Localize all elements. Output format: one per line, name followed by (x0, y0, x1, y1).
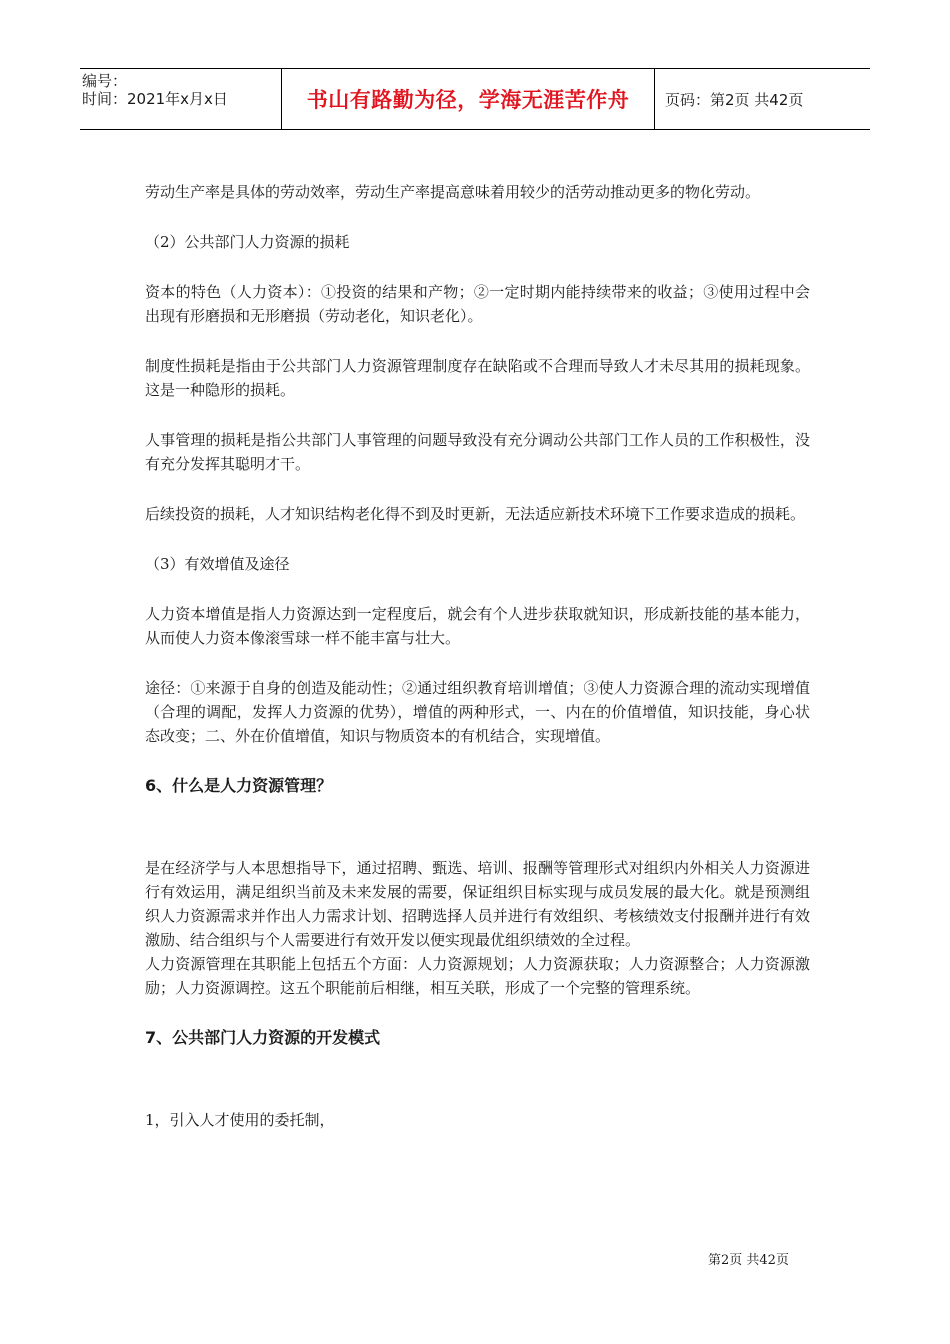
paragraph-delegation-system: 1，引入人才使用的委托制， (145, 1111, 335, 1129)
header-page-number: 页码：第2页 共42页 (665, 90, 804, 109)
header-motto: 书山有路勤为径，学海无涯苦作舟 (282, 69, 655, 129)
paragraph-hrm-definition: 是在经济学与人本思想指导下，通过招聘、甄选、培训、报酬等管理形式对组织内外相关人力资源进行有效运用，满足组织当前及未来发展的需要，保证组织目标实现与成员发展的最大化。就是预测组织人力资源需求并作出人力需求计划、招聘选择人员并进行有效组织、考核绩效支付报酬并进行有效激励、结合组织与个人需要进行有效开发以便实现最优组织绩效的全过程。 (145, 859, 810, 949)
page-header (80, 68, 870, 130)
subheading-effective-appreciation: （3）有效增值及途径 (145, 555, 290, 573)
paragraph-appreciation-paths: 途径：①来源于自身的创造及能动性；②通过组织教育培训增值；③使人力资源合理的流动实现增值（合理的调配，发挥人力资源的优势），增值的两种形式，一、内在的价值增值，知识技能，身心状态改变；二、外在价值增值，知识与物质资本的有机结合，实现增值。 (145, 679, 810, 745)
header-meta (80, 69, 282, 129)
document-date: 时间：2021年x月x日 (82, 90, 228, 108)
paragraph-institutional-loss: 制度性损耗是指由于公共部门人力资源管理制度存在缺陷或不合理而导致人才未尽其用的损耗现象。这是一种隐形的损耗。 (145, 357, 810, 399)
paragraph-hrm-functions: 人力资源管理在其职能上包括五个方面：人力资源规划；人力资源获取；人力资源整合；人力资源激励；人力资源调控。这五个职能前后相继，相互关联，形成了一个完整的管理系统。 (145, 955, 810, 997)
paragraph-labor-productivity: 劳动生产率是具体的劳动效率，劳动生产率提高意味着用较少的活劳动推动更多的物化劳动。 (145, 183, 761, 201)
subheading-hr-depletion: （2）公共部门人力资源的损耗 (145, 233, 350, 251)
document-number-label: 编号： (82, 72, 128, 90)
paragraph-follow-up-investment-loss: 后续投资的损耗，人才知识结构老化得不到及时更新，无法适应新技术环境下工作要求造成的损耗。 (145, 505, 806, 523)
document-body (145, 180, 810, 1158)
heading-question-7: 7、公共部门人力资源的开发模式 (145, 1028, 381, 1047)
paragraph-capital-features: 资本的特色（人力资本）：①投资的结果和产物；②一定时期内能持续带来的收益；③使用过程中会出现有形磨损和无形磨损（劳动老化，知识老化）。 (145, 283, 810, 325)
page-footer: 第2页 共42页 (708, 1253, 789, 1268)
heading-question-6: 6、什么是人力资源管理？ (145, 776, 333, 795)
paragraph-personnel-loss: 人事管理的损耗是指公共部门人事管理的问题导致没有充分调动公共部门工作人员的工作积极性，没有充分发挥其聪明才干。 (145, 431, 810, 473)
paragraph-capital-appreciation: 人力资本增值是指人力资源达到一定程度后，就会有个人进步获取就知识，形成新技能的基本能力，从而使人力资本像滚雪球一样不能丰富与壮大。 (145, 605, 810, 647)
